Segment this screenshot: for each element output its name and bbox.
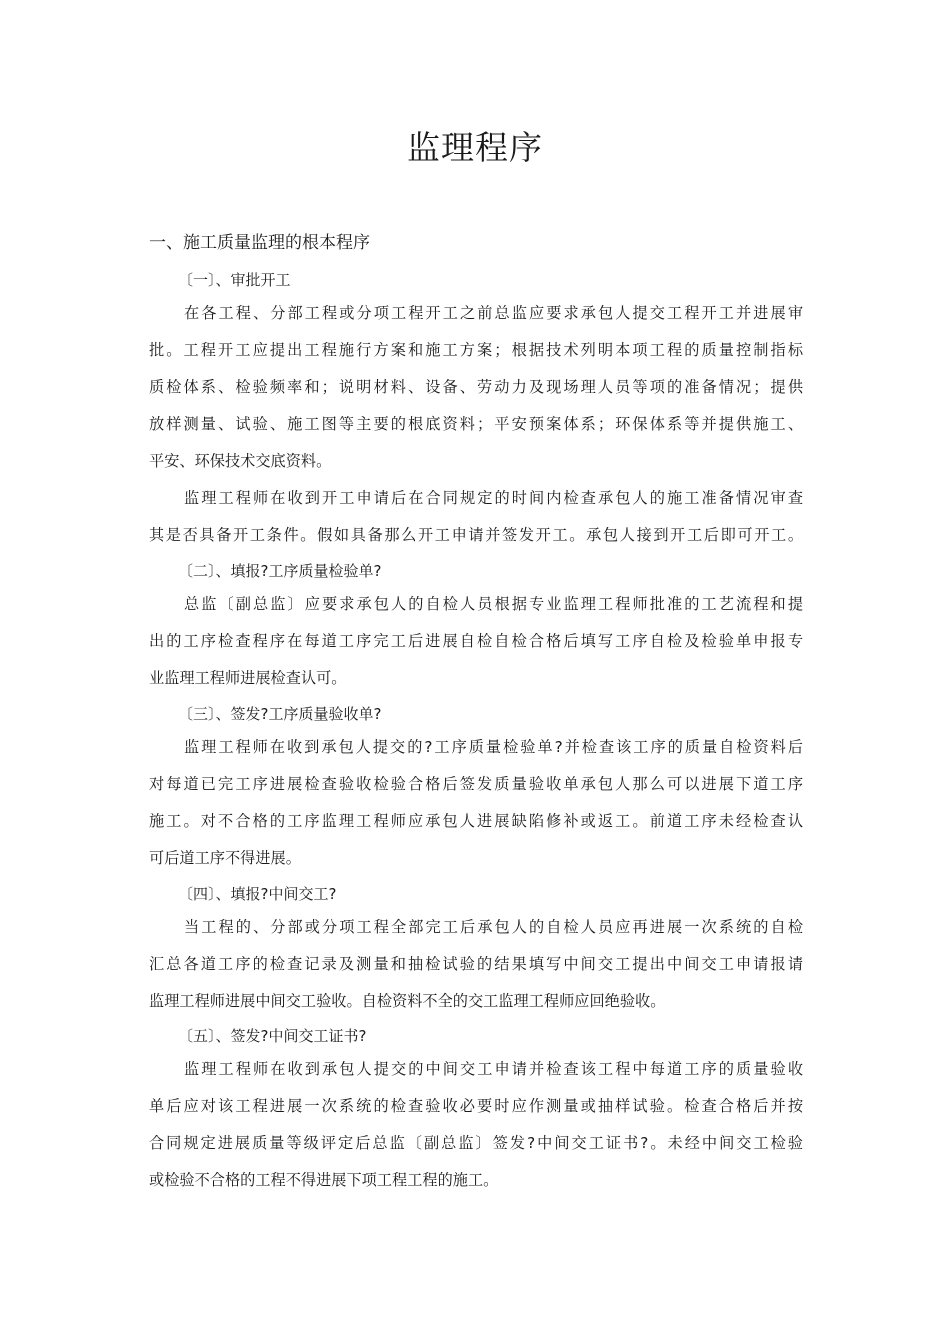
page-title: 监理程序 [407, 128, 543, 167]
paragraph-process-acceptance [149, 729, 803, 877]
text-line: 施工。对不合格的工序监理工程师应承包人进展缺陷修补或返工。前道工序未经检查认 [149, 812, 803, 830]
text-line: 当工程的、分部或分项工程全部完工后承包人的自检人员应再进展一次系统的自检 [184, 918, 803, 936]
text-line: 平安、环保技术交底资料。 [149, 452, 332, 470]
text-line: 总监〔副总监〕应要求承包人的自检人员根据专业监理工程师批准的工艺流程和提 [184, 595, 803, 613]
text-line: 汇总各道工序的检查记录及测量和抽检试验的结果填写中间交工提出中间交工申请报请 [149, 955, 803, 973]
subsection-heading-2: 〔二〕、填报?工序质量检验单? [178, 562, 382, 580]
section-heading: 一、施工质量监理的根本程序 [149, 233, 370, 253]
text-line: 其是否具备开工条件。假如具备那么开工申请并签发开工。承包人接到开工后即可开工。 [149, 526, 803, 544]
text-line: 监理工程师在收到承包人提交的?工序质量检验单?并检查该工序的质量自检资料后 [184, 738, 803, 756]
paragraph-handover-certificate [149, 1051, 803, 1199]
paragraph-approval-start [149, 295, 803, 480]
subsection-heading-4: 〔四〕、填报?中间交工? [178, 885, 337, 903]
text-line: 在各工程、分部工程或分项工程开工之前总监应要求承包人提交工程开工并进展审 [184, 304, 803, 322]
paragraph-intermediate-handover [149, 909, 803, 1020]
text-line: 监理工程师在收到承包人提交的中间交工申请并检查该工程中每道工序的质量验收 [184, 1060, 803, 1078]
text-line: 出的工序检查程序在每道工序完工后进展自检自检合格后填写工序自检及检验单申报专 [149, 632, 803, 650]
subsection-heading-3: 〔三〕、签发?工序质量验收单? [178, 705, 382, 723]
text-line: 质检体系、检验频率和；说明材料、设备、劳动力及现场理人员等项的准备情况；提供 [149, 378, 803, 396]
paragraph-approval-review [149, 480, 803, 554]
text-line: 单后应对该工程进展一次系统的检查验收必要时应作测量或抽样试验。检查合格后并按 [149, 1097, 803, 1115]
text-line: 可后道工序不得进展。 [149, 849, 301, 867]
text-line: 放样测量、试验、施工图等主要的根底资料；平安预案体系；环保体系等并提供施工、 [149, 415, 803, 433]
text-line: 监理工程师在收到开工申请后在合同规定的时间内检查承包人的施工准备情况审查 [184, 489, 803, 507]
text-line: 合同规定进展质量等级评定后总监〔副总监〕签发?中间交工证书?。未经中间交工检验 [149, 1134, 803, 1152]
text-line: 业监理工程师进展检查认可。 [149, 669, 347, 687]
subsection-heading-1: 〔一〕、审批开工 [178, 271, 291, 289]
text-line: 对每道已完工序进展检查验收检验合格后签发质量验收单承包人那么可以进展下道工序 [149, 775, 803, 793]
text-line: 监理工程师进展中间交工验收。自检资料不全的交工监理工程师应回绝验收。 [149, 992, 666, 1010]
subsection-heading-5: 〔五〕、签发?中间交工证书? [178, 1027, 367, 1045]
text-line: 或检验不合格的工程不得进展下项工程工程的施工。 [149, 1171, 499, 1189]
paragraph-process-inspection [149, 586, 803, 697]
text-line: 批。工程开工应提出工程施行方案和施工方案；根据技术列明本项工程的质量控制指标 [149, 341, 803, 359]
